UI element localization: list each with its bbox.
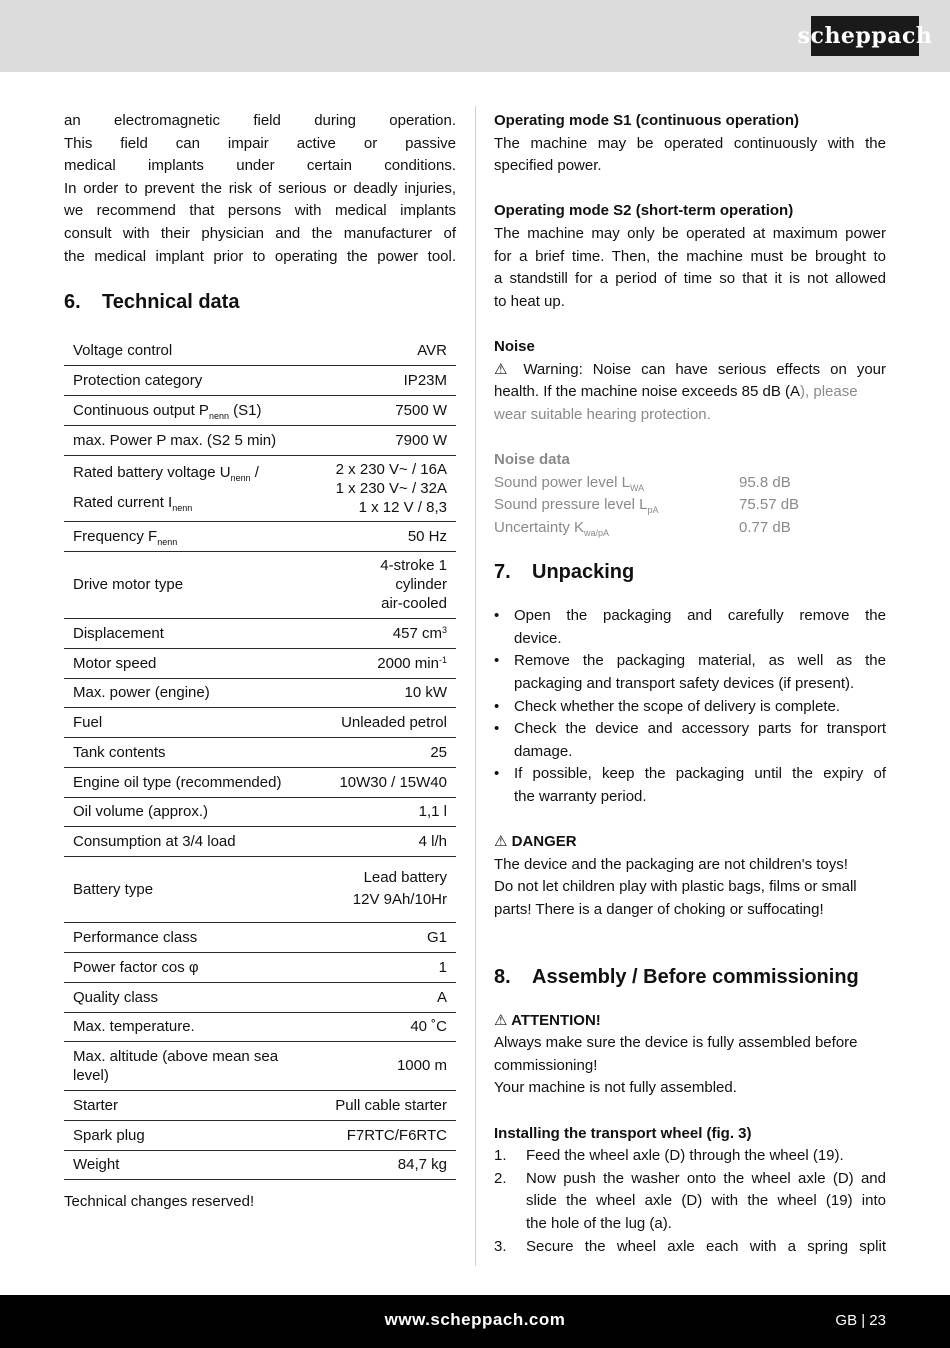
spec-value-sup: 3 [441, 624, 447, 635]
list-item [494, 696, 886, 719]
noise-label-sub: WA [629, 482, 645, 493]
intro-line: the medical implant prior to operating the power tool. [64, 247, 456, 265]
spec-label: Weight [64, 1150, 312, 1179]
list-item-line: • Open the packaging and carefully remove the [514, 607, 886, 625]
table-row [64, 1012, 456, 1041]
footer-url: www.scheppach.com [384, 1310, 566, 1329]
table-row [64, 365, 456, 395]
spec-value-line: 1 x 230 V~ / 32A [335, 479, 447, 497]
spec-label: Quality class [64, 982, 312, 1012]
attention-heading [494, 1010, 886, 1033]
step-line: slide the wheel axle (D) with the wheel (19) into [526, 1192, 886, 1210]
section-number: 7. [494, 561, 511, 584]
spec-label: Protection category [64, 365, 312, 395]
noise-label-text: Sound power level L [494, 473, 630, 491]
step-item [494, 1145, 886, 1168]
spec-label: Voltage control [64, 336, 312, 365]
list-item-line: • Check whether the scope of delivery is complete. [514, 697, 840, 715]
spec-value-text: 2000 min [377, 654, 439, 672]
noise-label-text: Sound pressure level L [494, 496, 648, 514]
spec-value: 1,1 l [312, 797, 456, 826]
intro-line: This field can impair active or passive [64, 134, 456, 152]
unpacking-list [494, 605, 886, 808]
table-row [64, 648, 456, 678]
table-row [64, 952, 456, 982]
spec-value: 50 Hz [312, 521, 456, 551]
spec-label [64, 455, 312, 521]
scheppach-logo [797, 16, 933, 56]
table-row [64, 455, 456, 521]
spec-label: Consumption at 3/4 load [64, 826, 312, 856]
danger-line: Do not let children play with plastic bags, films or small [494, 878, 857, 896]
list-item [494, 605, 886, 650]
spec-value-line: 1 x 12 V / 8,3 [358, 498, 447, 516]
spec-label: Engine oil type (recommended) [64, 767, 312, 797]
intro-line: In order to prevent the risk of serious or deadly injuries, [64, 179, 456, 197]
spec-value: F7RTC/F6RTC [312, 1120, 456, 1150]
spec-label: Oil volume (approx.) [64, 797, 312, 826]
step-item [494, 1168, 886, 1236]
attention-heading-text: ATTENTION! [511, 1011, 601, 1029]
spec-value-line: Lead battery [363, 869, 447, 887]
table-row [64, 618, 456, 648]
danger-line: The device and the packaging are not children's toys! [494, 855, 848, 873]
noise-label [494, 517, 739, 540]
section-number: 8. [494, 965, 511, 988]
spec-value-text: 457 cm [392, 624, 442, 642]
spec-label: Max. temperature. [64, 1012, 312, 1041]
spec-value-line: 4-stroke 1 [380, 557, 447, 575]
noise-warning-line: wear suitable hearing protection. [494, 405, 711, 423]
spec-label [64, 521, 312, 551]
step-line: Feed the wheel axle (D) through the wheel (19). [526, 1147, 844, 1165]
right-column [494, 110, 886, 1258]
spec-label-sub: nenn [172, 503, 193, 514]
table-row [64, 395, 456, 425]
s1-line: specified power. [494, 157, 602, 175]
spec-label-text: Continuous output P [73, 401, 209, 419]
intro-paragraph [64, 110, 456, 268]
s2-heading: Operating mode S2 (short-term operation) [494, 202, 794, 220]
spec-value: Unleaded petrol [312, 707, 456, 737]
table-row [64, 737, 456, 767]
spec-value-line: cylinder [395, 576, 447, 594]
table-row [64, 982, 456, 1012]
warning-icon: ⚠ [494, 360, 514, 378]
spec-label-sub: nenn [230, 473, 251, 484]
table-row [64, 707, 456, 737]
spec-value: 1 [312, 952, 456, 982]
spec-value: 4 l/h [312, 826, 456, 856]
list-item [494, 718, 886, 763]
table-row [64, 678, 456, 707]
noise-value: 75.57 dB [739, 496, 800, 514]
column-divider [475, 106, 476, 1266]
spec-value: A [312, 982, 456, 1012]
list-item-line: device. [514, 629, 562, 647]
section-number: 6. [64, 291, 81, 314]
table-row [64, 521, 456, 551]
intro-line: medical implants under certain conditions. [64, 157, 456, 175]
section-7-heading [494, 559, 886, 585]
spec-label-tail: (S1) [228, 401, 262, 419]
noise-label [494, 472, 739, 495]
spec-label-sub: nenn [157, 536, 178, 547]
spec-value: 7900 W [312, 425, 456, 455]
noise-data-heading: Noise data [494, 450, 570, 468]
technical-changes-note: Technical changes reserved! [64, 1192, 255, 1210]
list-item-line: packaging and transport safety devices (if present). [514, 675, 855, 693]
spec-value-line: air-cooled [381, 595, 447, 613]
spec-label: Fuel [64, 707, 312, 737]
section-title: Technical data [102, 291, 240, 314]
table-row [64, 856, 456, 922]
s2-line: for a brief time. Then, the machine must be brought to [494, 247, 886, 265]
step-line: Now push the washer onto the wheel axle (D) and [526, 1169, 886, 1187]
spec-value: 10 kW [312, 678, 456, 707]
spec-label [64, 395, 312, 425]
spec-value-line: 2 x 230 V~ / 16A [335, 460, 447, 478]
spec-label: Max. power (engine) [64, 678, 312, 707]
s2-line: to heat up. [494, 292, 565, 310]
left-column [64, 110, 456, 1213]
warning-icon: ⚠ [494, 1011, 508, 1029]
warning-icon: ⚠ [494, 833, 508, 851]
danger-heading [494, 831, 886, 854]
wheel-heading: Installing the transport wheel (fig. 3) [494, 1124, 752, 1142]
attention-line: Always make sure the device is fully assembled before [494, 1034, 858, 1052]
spec-value: G1 [312, 922, 456, 952]
spec-label-sub: nenn [208, 410, 229, 421]
spec-value [312, 648, 456, 678]
logo-text: scheppach [797, 22, 933, 49]
noise-warning-text-muted: ), please [800, 383, 858, 401]
danger-heading-text: DANGER [511, 833, 577, 851]
step-line: Secure the wheel axle each with a spring split [526, 1237, 886, 1255]
noise-warning-line [494, 381, 886, 404]
spec-label: Drive motor type [64, 551, 312, 618]
spec-value: 1000 m [312, 1041, 456, 1090]
spec-value: 40 ˚C [312, 1012, 456, 1041]
spec-value: 10W30 / 15W40 [312, 767, 456, 797]
table-row [64, 425, 456, 455]
list-item [494, 650, 886, 695]
noise-value: 95.8 dB [739, 473, 791, 491]
spec-value-sup: -1 [438, 654, 447, 665]
spec-value [312, 455, 456, 521]
list-item-line: • If possible, keep the packaging until the expiry of [514, 765, 886, 783]
spec-label: Spark plug [64, 1120, 312, 1150]
table-row [64, 767, 456, 797]
table-row [64, 551, 456, 618]
spec-value: 7500 W [312, 395, 456, 425]
spec-label-text: Rated battery voltage U [73, 464, 231, 482]
spec-value: AVR [312, 336, 456, 365]
spec-label: Motor speed [64, 648, 312, 678]
s2-line: The machine may only be operated at maximum power [494, 224, 886, 242]
spec-value [312, 551, 456, 618]
step-number: 2. [494, 1169, 507, 1187]
section-6-heading [64, 289, 456, 315]
list-item-line: • Check the device and accessory parts for transport [514, 720, 886, 738]
list-item-line: damage. [514, 742, 573, 760]
intro-line: an electromagnetic field during operation. [64, 112, 456, 129]
section-title: Unpacking [532, 561, 635, 584]
spec-label-tail: / [250, 464, 259, 482]
spec-value: Pull cable starter [312, 1090, 456, 1120]
spec-value: 84,7 kg [312, 1150, 456, 1179]
noise-data-table [494, 472, 886, 540]
spec-value [312, 618, 456, 648]
danger-line: parts! There is a danger of choking or suffocating! [494, 901, 824, 918]
page-number: GB | 23 [835, 1312, 886, 1329]
spec-label: Performance class [64, 922, 312, 952]
spec-label: Displacement [64, 618, 312, 648]
spec-label: Tank contents [64, 737, 312, 767]
wheel-steps [494, 1145, 886, 1258]
attention-line: commissioning! [494, 1056, 598, 1074]
list-item-line: the warranty period. [514, 788, 647, 806]
spec-label: Max. altitude (above mean sea level) [64, 1041, 312, 1090]
noise-warning-text: Warning: Noise can have serious effects on your [523, 360, 887, 378]
table-row [64, 1120, 456, 1150]
spec-label: Battery type [64, 856, 312, 922]
noise-heading: Noise [494, 337, 535, 355]
noise-warning-line [494, 359, 886, 382]
spec-value [312, 856, 456, 922]
section-title: Assembly / Before commissioning [532, 965, 859, 988]
spec-value: IP23M [312, 365, 456, 395]
table-row [64, 336, 456, 365]
spec-label-text: Frequency F [73, 527, 158, 545]
table-row [64, 1150, 456, 1179]
step-number: 1. [494, 1147, 507, 1165]
noise-label-text: Uncertainty K [494, 518, 585, 536]
intro-line: consult with their physician and the manufacturer of [64, 224, 456, 242]
spec-label-text: Rated current I [73, 494, 173, 512]
s1-line: The machine may be operated continuously with the [494, 134, 886, 152]
step-line: the hole of the lug (a). [526, 1214, 672, 1232]
noise-value: 0.77 dB [739, 518, 791, 536]
s1-heading: Operating mode S1 (continuous operation) [494, 112, 800, 129]
noise-label-sub: wa/pA [584, 527, 610, 538]
footer-bar [0, 1295, 950, 1348]
spec-value: 25 [312, 737, 456, 767]
s2-line: a standstill for a period of time so that it is not allowed [494, 270, 886, 288]
spec-label: Starter [64, 1090, 312, 1120]
spec-label: Power factor cos φ [64, 952, 312, 982]
noise-label [494, 494, 739, 517]
section-8-heading [494, 964, 886, 990]
noise-warning-text: health. If the machine noise exceeds 85 dB (A [494, 383, 801, 401]
table-row [64, 797, 456, 826]
list-item-line: • Remove the packaging material, as well as the [514, 652, 886, 670]
attention-line: Your machine is not fully assembled. [494, 1079, 737, 1097]
spec-value-line: 12V 9Ah/10Hr [352, 891, 447, 909]
noise-label-sub: pA [647, 505, 659, 516]
technical-data-table [64, 336, 456, 1180]
table-row [64, 1041, 456, 1090]
table-row [64, 1090, 456, 1120]
step-item [494, 1236, 886, 1259]
intro-line: we recommend that persons with medical implants [64, 202, 456, 220]
table-row [64, 922, 456, 952]
list-item [494, 763, 886, 808]
spec-label: max. Power P max. (S2 5 min) [64, 425, 312, 455]
table-row [64, 826, 456, 856]
step-number: 3. [494, 1237, 507, 1255]
